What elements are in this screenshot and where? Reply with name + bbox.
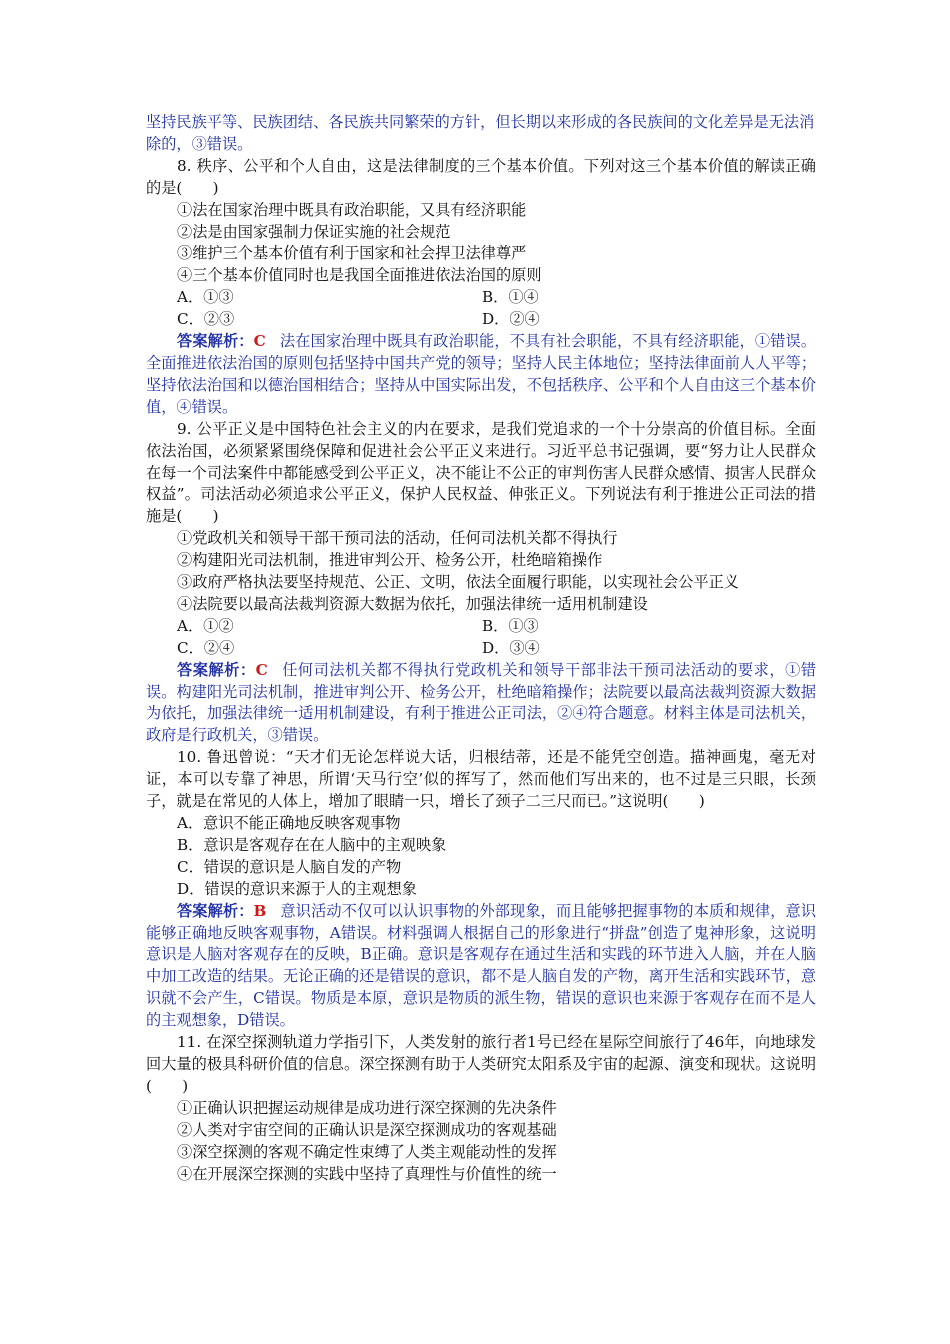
option-c: C．错误的意识是人脑自发的产物 [177, 857, 402, 876]
answer-label: 答案解析： [177, 332, 254, 351]
question-stem: 9. 公平正义是中国特色社会主义的内在要求，是我们党追求的一个十分崇高的价值目标。全面依法治国，必须紧紧围绕保障和促进社会公平正义来进行。习近平总书记强调，要“努力让人民群众在每一个司法案件中都能感受到公平正义，决不能让不公正的审判伤害人民群众感情、损害人民群众权益”。司法活动必须追求公平正义，保护人民权益、伸张正义。下列说法有利于推进公正司法的措施是( ) [146, 419, 816, 526]
option-c: C．②④ [177, 638, 235, 657]
answer-explanation [146, 331, 816, 419]
statement-item: ③维护三个基本价值有利于国家和社会捍卫法律尊严 [177, 244, 527, 263]
option-d: D．③④ [482, 638, 540, 657]
options-row [146, 309, 816, 331]
answer-key: B [253, 901, 267, 920]
question-stem: 8. 秩序、公平和个人自由，这是法律制度的三个基本价值。下列对这三个基本价值的解读正确的是( ) [146, 156, 816, 197]
answer-key: C [253, 332, 266, 351]
option-a: A．①② [177, 616, 234, 635]
question-stem: 10. 鲁迅曾说：“天才们无论怎样说大话，归根结蒂，还是不能凭空创造。描神画鬼，毫无对证，本可以专靠了神思，所谓‘天马行空’似的挥写了，然而他们写出来的，也不过是三只眼，长颈子，就是在常见的人体上，增加了眼睛一只，增长了颈子二三尺而已。”这说明( ) [146, 748, 816, 811]
statement-item: ③深空探测的客观不确定性束缚了人类主观能动性的发挥 [177, 1142, 557, 1161]
statement-item: ④法院要以最高法裁判资源大数据为依托，加强法律统一适用机制建设 [177, 594, 648, 613]
options-row [146, 616, 816, 638]
statement-item: ②人类对宇宙空间的正确认识是深空探测成功的客观基础 [177, 1120, 557, 1139]
options-row [146, 638, 816, 660]
option-b: B．①④ [482, 288, 539, 307]
statement-item: ①正确认识把握运动规律是成功进行深空探测的先决条件 [177, 1098, 557, 1117]
question-9 [146, 419, 816, 748]
previous-explanation-continuation: 坚持民族平等、民族团结、各民族共同繁荣的方针，但长期以来形成的各民族间的文化差异是无法消除的，③错误。 [146, 113, 815, 153]
question-stem: 11. 在深空探测轨道力学指引下，人类发射的旅行者1号已经在星际空间旅行了46年，向地球发回大量的极具科研价值的信息。深空探测有助于人类研究太阳系及宇宙的起源、演变和现状。这说明( ) [146, 1033, 816, 1095]
statement-item: ①法在国家治理中既具有政治职能，又具有经济职能 [177, 200, 527, 219]
option-b: B．意识是客观存在在人脑中的主观映象 [177, 835, 447, 854]
option-a: A．①③ [177, 288, 234, 307]
statement-item: ④在开展深空探测的实践中坚持了真理性与价值性的统一 [177, 1164, 557, 1183]
explanation-text: 意识活动不仅可以认识事物的外部现象，而且能够把握事物的本质和规律，意识能够正确地反映客观事物，A错误。材料强调人根据自己的形象进行“拼盘”创造了鬼神形象，这说明意识是人脑对客观存在的反映，B正确。意识是客观存在通过生活和实践的环节进入人脑，并在人脑中加工改造的结果。无论正确的还是错误的意识，都不是人脑自发的产物，离开生活和实践环节，意识就不会产生，C错误。物质是本原，意识是物质的派生物，错误的意识也来源于客观存在而不是人的主观想象，D错误。 [146, 901, 817, 1030]
answer-key: C [255, 660, 268, 679]
statement-item: ④三个基本价值同时也是我国全面推进依法治国的原则 [177, 266, 542, 285]
answer-explanation [146, 660, 816, 748]
option-a: A．意识不能正确地反映客观事物 [177, 814, 401, 832]
question-8 [146, 156, 816, 419]
document-page [146, 112, 816, 1185]
statement-item: ①党政机关和领导干部干预司法的活动，任何司法机关都不得执行 [177, 529, 618, 548]
answer-label: 答案解析： [177, 901, 254, 920]
statement-item: ②构建阳光司法机制，推进审判公开、检务公开，杜绝暗箱操作 [177, 551, 603, 570]
question-11 [146, 1032, 816, 1185]
option-b: B．①③ [482, 616, 539, 635]
options-row [146, 287, 816, 309]
answer-label: 答案解析： [177, 660, 256, 679]
option-d: D．②④ [482, 310, 540, 329]
option-d: D．错误的意识来源于人的主观想象 [177, 879, 417, 898]
statement-item: ③政府严格执法要坚持规范、公正、文明，依法全面履行职能，以实现社会公平正义 [177, 573, 739, 592]
answer-explanation [146, 901, 816, 1032]
statement-item: ②法是由国家强制力保证实施的社会规范 [177, 222, 451, 241]
option-c: C．②③ [177, 310, 235, 329]
explanation-text: 法在国家治理中既具有政治职能，不具有社会职能，不具有经济职能，①错误。全面推进依法治国的原则包括坚持中国共产党的领导；坚持人民主体地位；坚持法律面前人人平等；坚持依法治国和以德治国相结合；坚持从中国实际出发，不包括秩序、公平和个人自由这三个基本价值，④错误。 [146, 332, 817, 416]
question-10 [146, 747, 816, 1032]
explanation-text: 任何司法机关都不得执行党政机关和领导干部非法干预司法活动的要求，①错误。构建阳光司法机制，推进审判公开、检务公开，杜绝暗箱操作；法院要以最高法裁判资源大数据为依托，加强法律统一适用机制建设，有利于推进公正司法，②④符合题意。材料主体是司法机关，政府是行政机关，③错误。 [146, 660, 817, 745]
